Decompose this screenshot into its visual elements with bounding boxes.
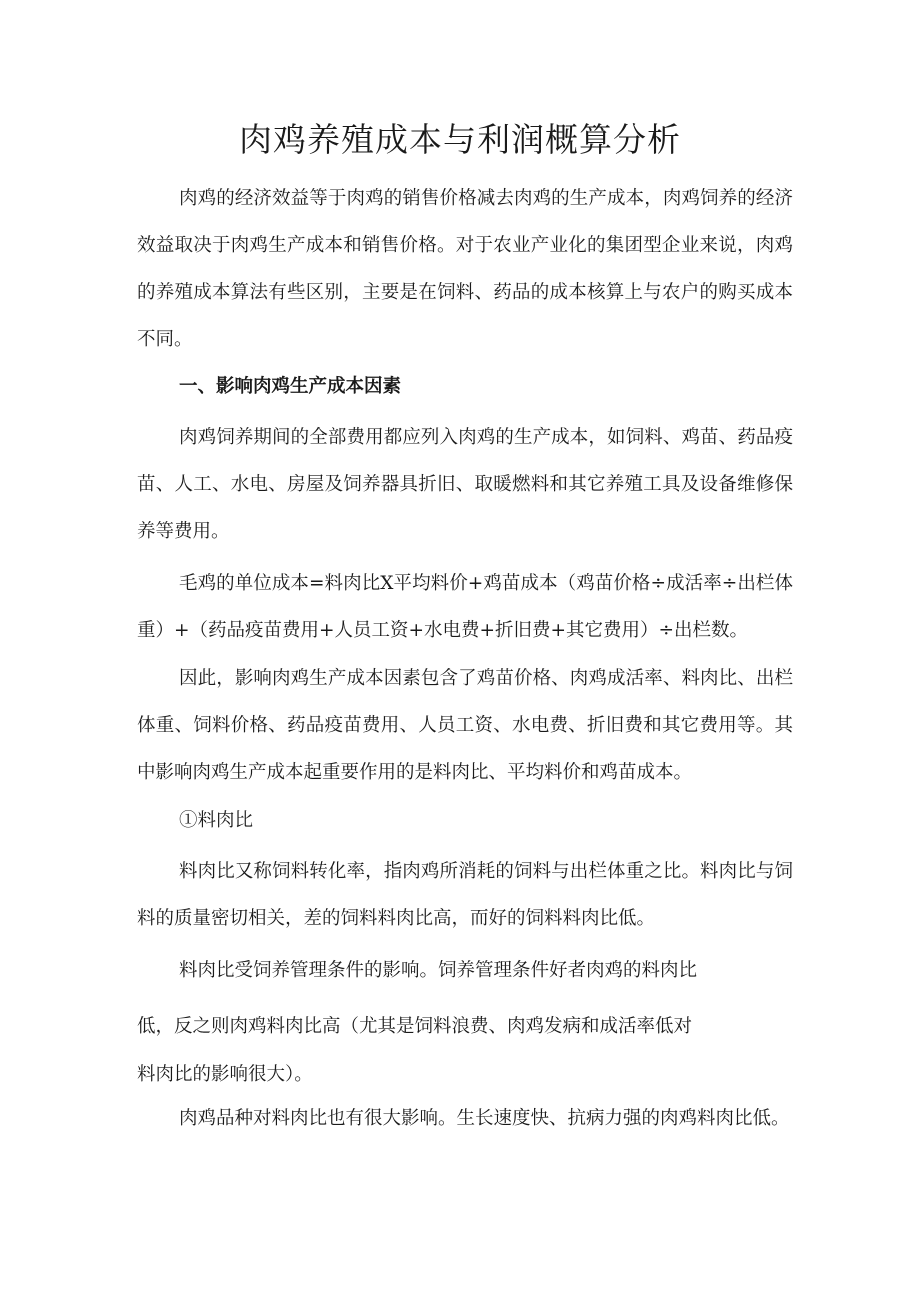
breed-paragraph: 肉鸡品种对料肉比也有很大影响。生长速度快、抗病力强的肉鸡料肉比低。 [179, 1108, 790, 1129]
factors-paragraph: 因此，影响肉鸡生产成本因素包含了鸡苗价格、肉鸡成活率、料肉比、出栏体重、饲料价格、药品疫苗费用、人员工资、水电费、折旧费和其它费用等。其中影响肉鸡生产成本起重要作用的是料肉比、平均料价和鸡苗成本。 [137, 668, 793, 783]
management-line-2: 低，反之则肉鸡料肉比高（尤其是饲料浪费、肉鸡发病和成活率低对 [137, 1016, 693, 1037]
subheading-feed-ratio: ①料肉比 [179, 810, 254, 831]
formula-paragraph: 毛鸡的单位成本=料肉比X平均料价+鸡苗成本（鸡苗价格÷成活率÷出栏体重）+（药品疫苗费用+人员工资+水电费+折旧费+其它费用）÷出栏数。 [137, 573, 793, 641]
management-line-3: 料肉比的影响很大）。 [137, 1064, 313, 1085]
ratio-definition-paragraph: 料肉比又称饲料转化率，指肉鸡所消耗的饲料与出栏体重之比。料肉比与饲料的质量密切相关，差的饲料料肉比高，而好的饲料料肉比低。 [137, 861, 793, 929]
costs-paragraph: 肉鸡饲养期间的全部费用都应列入肉鸡的生产成本，如饲料、鸡苗、药品疫苗、人工、水电、房屋及饲养器具折旧、取暖燃料和其它养殖工具及设备维修保养等费用。 [137, 427, 793, 542]
intro-paragraph: 肉鸡的经济效益等于肉鸡的销售价格减去肉鸡的生产成本，肉鸡饲养的经济效益取决于肉鸡生产成本和销售价格。对于农业产业化的集团型企业来说，肉鸡的养殖成本算法有些区别，主要是在饲料、药品的成本核算上与农户的购买成本不同。 [137, 188, 793, 350]
document-title: 肉鸡养殖成本与利润概算分析 [239, 120, 681, 159]
section-heading: 一、影响肉鸡生产成本因素 [179, 376, 402, 397]
management-line-1: 料肉比受饲养管理条件的影响。饲养管理条件好者肉鸡的料肉比 [179, 960, 698, 981]
